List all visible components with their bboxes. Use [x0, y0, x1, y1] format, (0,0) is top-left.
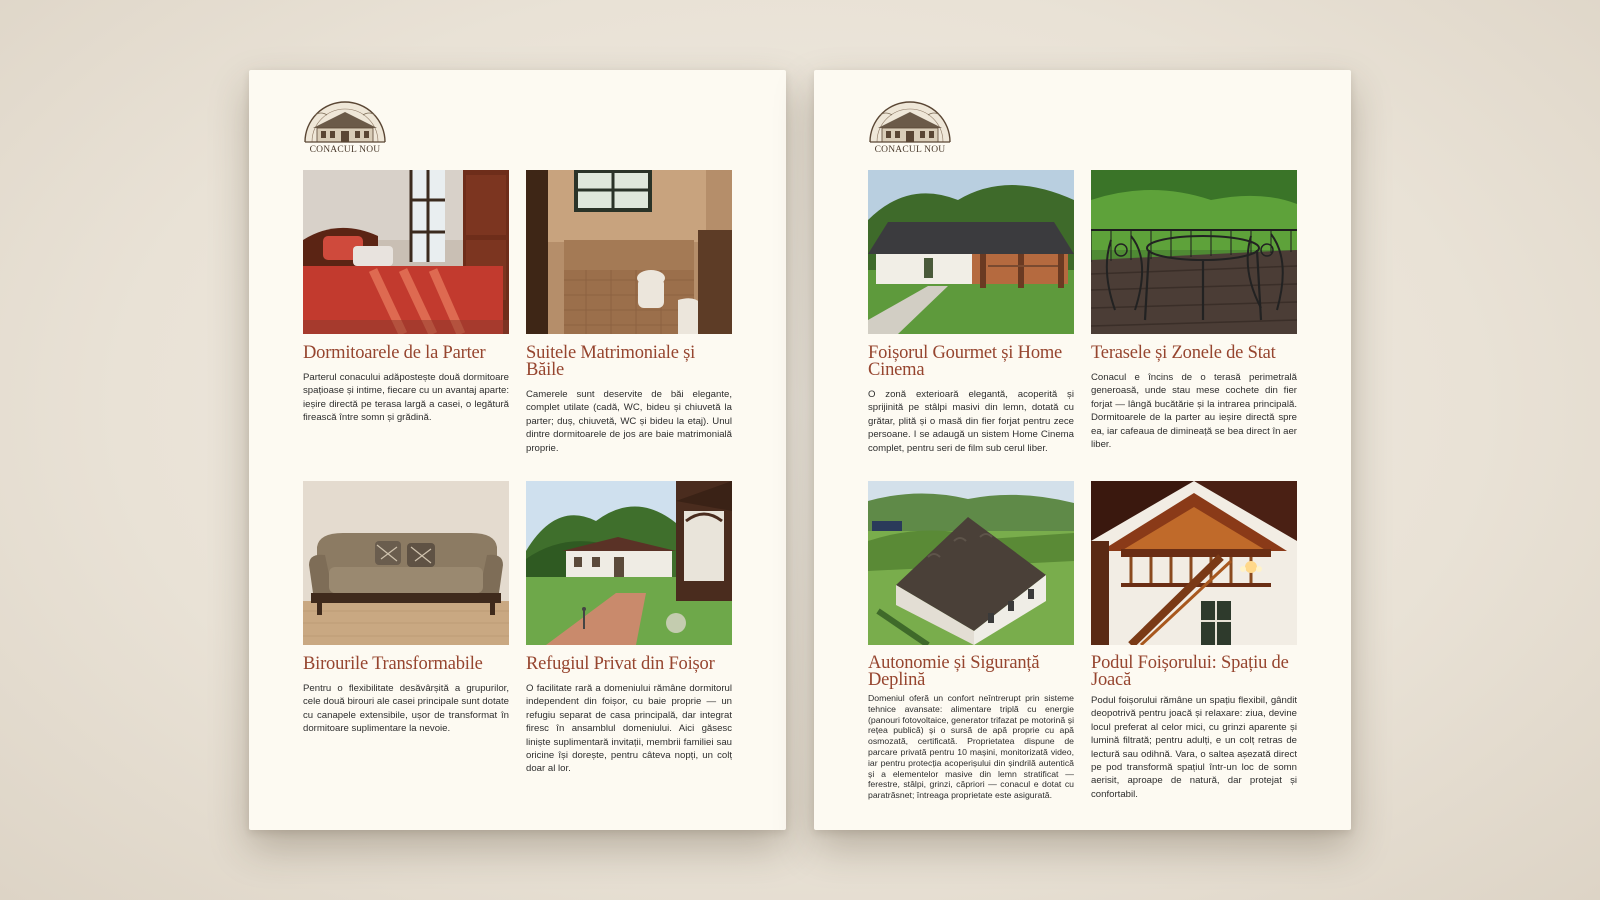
card-title: Foișorul Gourmet și Home Cinema [868, 343, 1063, 380]
brochure-page-right [814, 70, 1351, 830]
card-text: Pentru o flexibilitate desăvârșită a grupurilor, cele două birouri ale casei principale sunt dotate cu canapele extensibile, ușor de transformat în dormitoare suplimentare la nevoie. [303, 683, 509, 735]
card-text: Conacul e încins de o terasă perimetrală generoasă, unde stau mese cochete din fier forjat — lângă bucătărie și la intrarea principală. Dormitoarele de la parter au ieșire directă spre ea, iar cafeaua de dimineață se bea direct în aer liber. [1091, 372, 1297, 451]
card-text: Domeniul oferă un confort neîntrerupt prin sisteme tehnice avansate: alimentare triplă cu energie (panouri fotovoltaice, generator trifazat pe motorină și rețea publică) și o sursă de apă proprie cu apă osmozată, certificată. Proprietatea dispune de parcare privată pentru 10 mașini, monitorizată video, iar pentru protecția acoperișului din șindrilă autentică și a elementelor masive din lemn stratificat — ferestre, stâlpi, grinzi, căpriori — conacul e dotat cu paratrăsnet; întreaga proprietate este asigurată. [868, 693, 1074, 801]
card-title: Autonomie și Siguranță Deplină [868, 653, 1040, 690]
brochure-page-left [249, 70, 786, 830]
brand-logo [303, 90, 387, 156]
gazebo-photo [868, 170, 1074, 334]
card-text: O facilitate rară a domeniului rămâne dormitorul independent din foișor, cu baie proprie — un refugiu separat de casa principală, dar integrat firesc în ansamblul domeniului. Aici găsesc liniște suplimentară invitații, membrii familiei sau oricine își dorește, pentru câteva nopți, un colț doar al lor. [526, 683, 732, 775]
sofa-photo [303, 481, 509, 645]
card-text: O zonă exterioară elegantă, acoperită și sprijinită pe stâlpi masivi din lemn, dotată cu grătar, plită și o masă din fier forjat pentru zece persoane. I se adaugă un sistem Home Cinema complet, pentru seri de film sub cerul liber. [868, 389, 1074, 454]
brand-name: CONACUL NOU [874, 145, 946, 155]
feature-card [526, 170, 732, 455]
card-text: Parterul conacului adăpostește două dormitoare spațioase și intime, fiecare cu un avantaj aparte: ieșire directă pe terasa largă a casei, o legătură firească între somn și grădină. [303, 372, 509, 424]
feature-card [526, 481, 732, 776]
feature-card [303, 481, 509, 736]
manor-logo-icon [868, 90, 952, 148]
bedroom-photo [303, 170, 509, 334]
card-text: Podul foișorului rămâne un spațiu flexibil, gândit deopotrivă pentru joacă și relaxare: ziua, devine locul preferat al celor mici, cu grinzi aparente și lumină filtrată; pentru adulți, e un colț retras de lectură sau odihnă. Vara, o saltea așezată direct pe pod transformă spațiul într-un loc de somn aerisit, aproape de natură, dar protejat și confortabil. [1091, 695, 1297, 800]
attic-photo [1091, 481, 1297, 645]
brand-logo [868, 90, 952, 156]
feature-card [303, 170, 509, 425]
brand-name: CONACUL NOU [309, 145, 381, 155]
card-title: Terasele și Zonele de Stat [1091, 343, 1276, 363]
card-text: Camerele sunt deservite de băi elegante, complet utilate (cadă, WC, bideu și chiuvetă la parter; duș, chiuvetă, WC și bideu la etaj). Unul dintre dormitoarele de jos are baie matrimonială proprie. [526, 389, 732, 454]
terrace-photo [1091, 170, 1297, 334]
bathroom-photo [526, 170, 732, 334]
card-title: Birourile Transformabile [303, 654, 483, 674]
manor-logo-icon [303, 90, 387, 148]
feature-card [868, 170, 1074, 455]
card-title: Suitele Matrimoniale și Băile [526, 343, 696, 380]
card-title: Dormitoarele de la Parter [303, 343, 486, 363]
feature-card [1091, 170, 1297, 451]
aerial-house-photo [868, 481, 1074, 645]
garden-house-photo [526, 481, 732, 645]
feature-card [1091, 481, 1297, 801]
feature-card [868, 481, 1074, 801]
card-title: Refugiul Privat din Foișor [526, 654, 715, 674]
card-title: Podul Foișorului: Spațiu de Joacă [1091, 653, 1289, 690]
